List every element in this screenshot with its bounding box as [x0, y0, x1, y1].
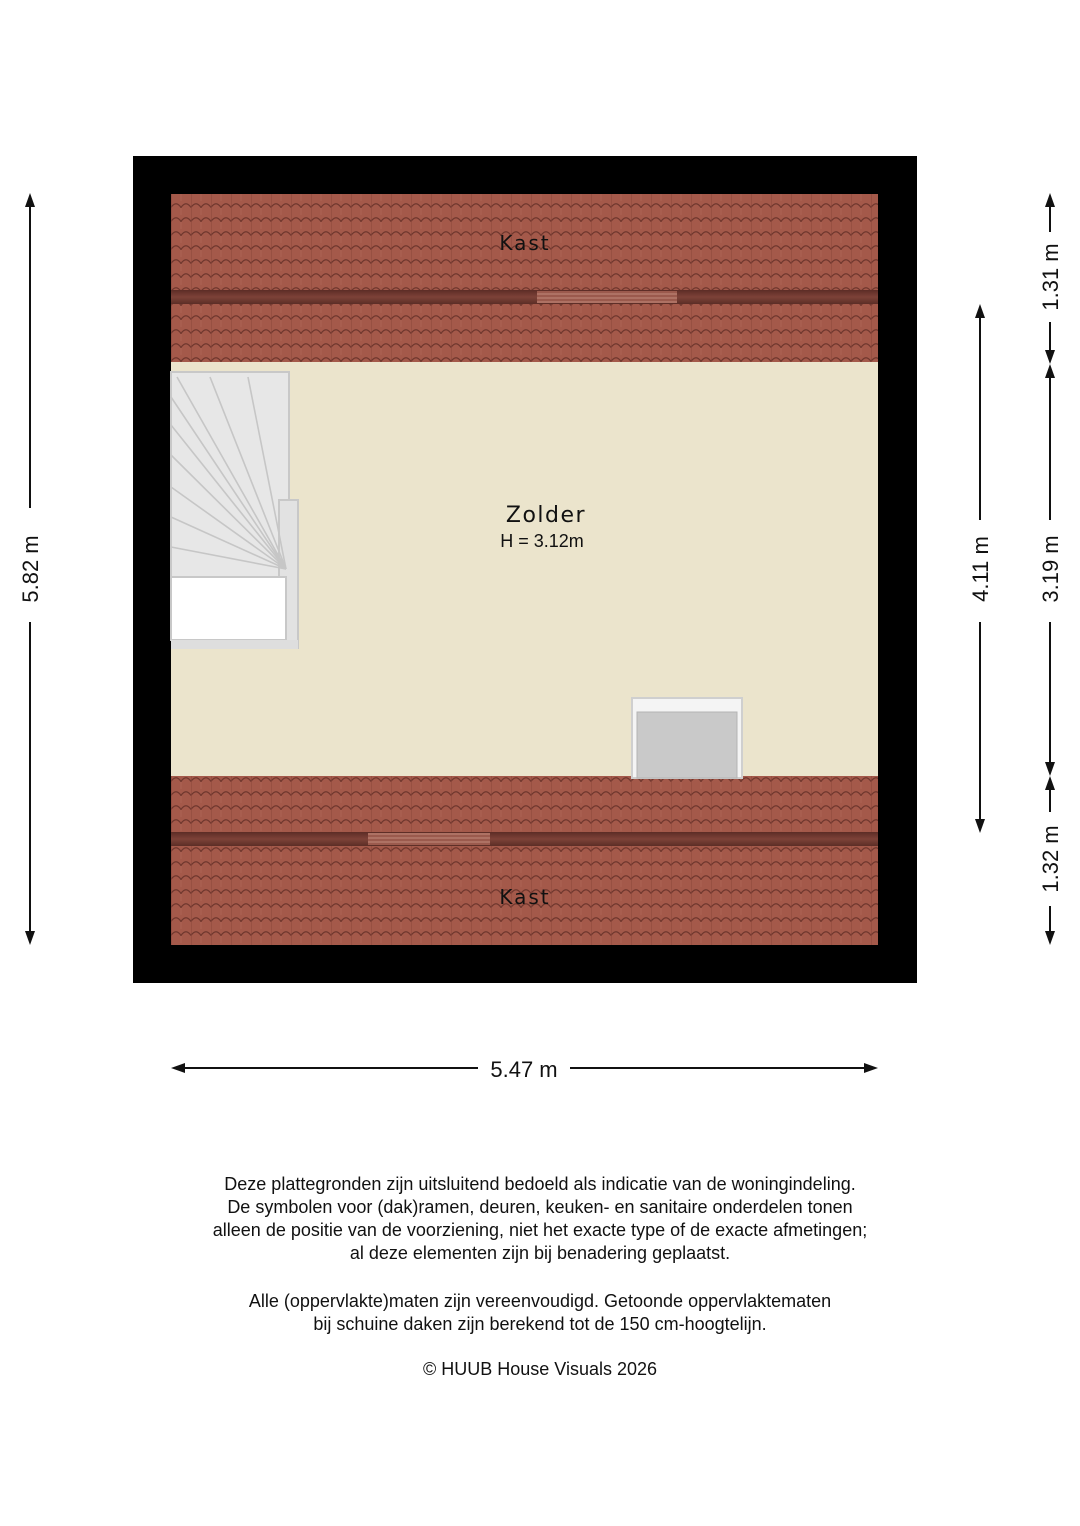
staircase [171, 372, 298, 649]
disclaimer-paragraph-2 [90, 1290, 990, 1336]
roof-bottom [171, 776, 878, 945]
disclaimer-line: Deze plattegronden zijn uitsluitend bedoeld als indicatie van de woningindeling. [224, 1174, 856, 1194]
roof-vent-top [537, 291, 677, 303]
dimension-left-label: 5.82 m [18, 535, 43, 603]
copyright [90, 1358, 990, 1381]
disclaimer-line: bij schuine daken zijn berekend tot de 150 cm-hoogtelijn. [313, 1314, 767, 1334]
dimension-right-inner-label: 4.11 m [968, 536, 993, 602]
ridge-bottom [171, 832, 878, 846]
zolder-label: Zolder [505, 503, 587, 528]
disclaimer-line: Alle (oppervlakte)maten zijn vereenvoudigd. Getoonde oppervlaktematen [248, 1291, 832, 1311]
ridge-top [171, 290, 878, 304]
roof-hatch [632, 698, 742, 778]
dimension-right-bottom-label: 1.32 m [1038, 825, 1063, 893]
disclaimer-line: alleen de positie van de voorziening, niet het exacte type of de exacte afmetingen; [212, 1220, 868, 1240]
roof-vent-bottom [368, 833, 490, 845]
kast-top-label: Kast [499, 231, 551, 255]
zolder-height: H = 3.12m [500, 531, 584, 551]
dimension-right-top-label: 1.31 m [1038, 243, 1063, 311]
dimension-right-middle-label: 3.19 m [1038, 535, 1063, 603]
roof-top [171, 194, 878, 362]
disclaimer-paragraph-1 [90, 1173, 990, 1265]
disclaimer-line: al deze elementen zijn bij benadering geplaatst. [349, 1243, 731, 1263]
kast-bottom-label: Kast [499, 885, 551, 909]
dimension-bottom-label: 5.47 m [490, 1057, 558, 1082]
copyright-text: © HUUB House Visuals 2026 [422, 1359, 658, 1379]
disclaimer-line: De symbolen voor (dak)ramen, deuren, keuken- en sanitaire onderdelen tonen [227, 1197, 853, 1217]
